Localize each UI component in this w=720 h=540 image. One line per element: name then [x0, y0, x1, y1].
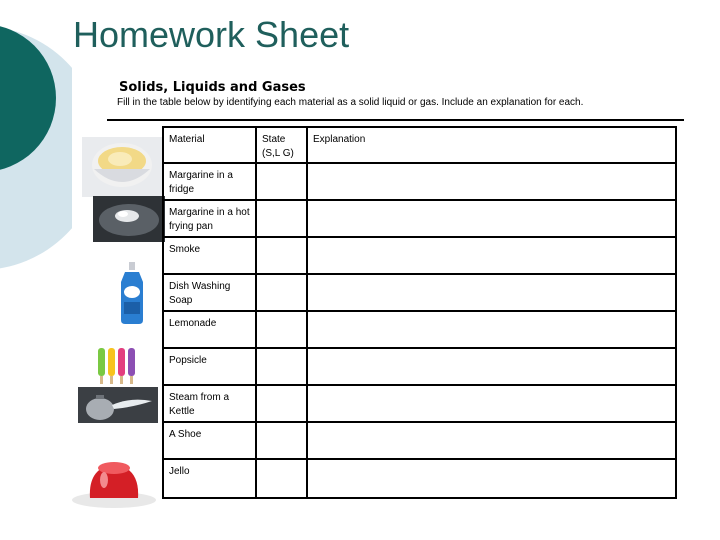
table-header-row [163, 127, 676, 163]
explanation-cell[interactable] [307, 200, 676, 237]
state-cell[interactable] [256, 237, 307, 274]
dish-soap-bottle-image [117, 262, 147, 324]
column-header-material: Material [163, 127, 256, 163]
state-cell[interactable] [256, 274, 307, 311]
material-cell: Margarine in a fridge [163, 163, 256, 200]
explanation-cell[interactable] [307, 311, 676, 348]
state-cell[interactable] [256, 422, 307, 459]
material-cell: Popsicle [163, 348, 256, 385]
explanation-cell[interactable] [307, 459, 676, 498]
margarine-tub-image [82, 137, 162, 197]
table-row [163, 163, 676, 200]
column-header-state: State (S,L G) [256, 127, 307, 163]
table-row [163, 200, 676, 237]
state-cell[interactable] [256, 200, 307, 237]
material-cell: Lemonade [163, 311, 256, 348]
state-cell[interactable] [256, 311, 307, 348]
divider [107, 119, 684, 121]
explanation-cell[interactable] [307, 163, 676, 200]
page-title: Homework Sheet [73, 14, 350, 55]
explanation-cell[interactable] [307, 274, 676, 311]
material-cell: A Shoe [163, 422, 256, 459]
state-cell[interactable] [256, 459, 307, 498]
decorative-circles [0, 0, 72, 300]
kettle-steam-image [78, 387, 158, 423]
table-row [163, 422, 676, 459]
explanation-cell[interactable] [307, 237, 676, 274]
table-row [163, 385, 676, 422]
explanation-cell[interactable] [307, 348, 676, 385]
material-cell: Margarine in a hot frying pan [163, 200, 256, 237]
worksheet-subtitle: Solids, Liquids and Gases [119, 80, 306, 95]
column-header-explanation: Explanation [307, 127, 676, 163]
material-cell: Jello [163, 459, 256, 498]
table-row [163, 237, 676, 274]
worksheet-instructions: Fill in the table below by identifying each material as a solid liquid or gas. Include an explanation for each. [117, 97, 584, 108]
material-cell: Smoke [163, 237, 256, 274]
table-row [163, 459, 676, 498]
materials-table [162, 126, 677, 499]
material-cell: Steam from a Kettle [163, 385, 256, 422]
state-cell[interactable] [256, 385, 307, 422]
state-cell[interactable] [256, 348, 307, 385]
explanation-cell[interactable] [307, 385, 676, 422]
table-row [163, 311, 676, 348]
material-cell: Dish Washing Soap [163, 274, 256, 311]
frying-pan-image [93, 196, 165, 242]
explanation-cell[interactable] [307, 422, 676, 459]
jello-image [68, 450, 160, 510]
table-row [163, 274, 676, 311]
table-row [163, 348, 676, 385]
state-cell[interactable] [256, 163, 307, 200]
popsicles-image [96, 346, 140, 386]
